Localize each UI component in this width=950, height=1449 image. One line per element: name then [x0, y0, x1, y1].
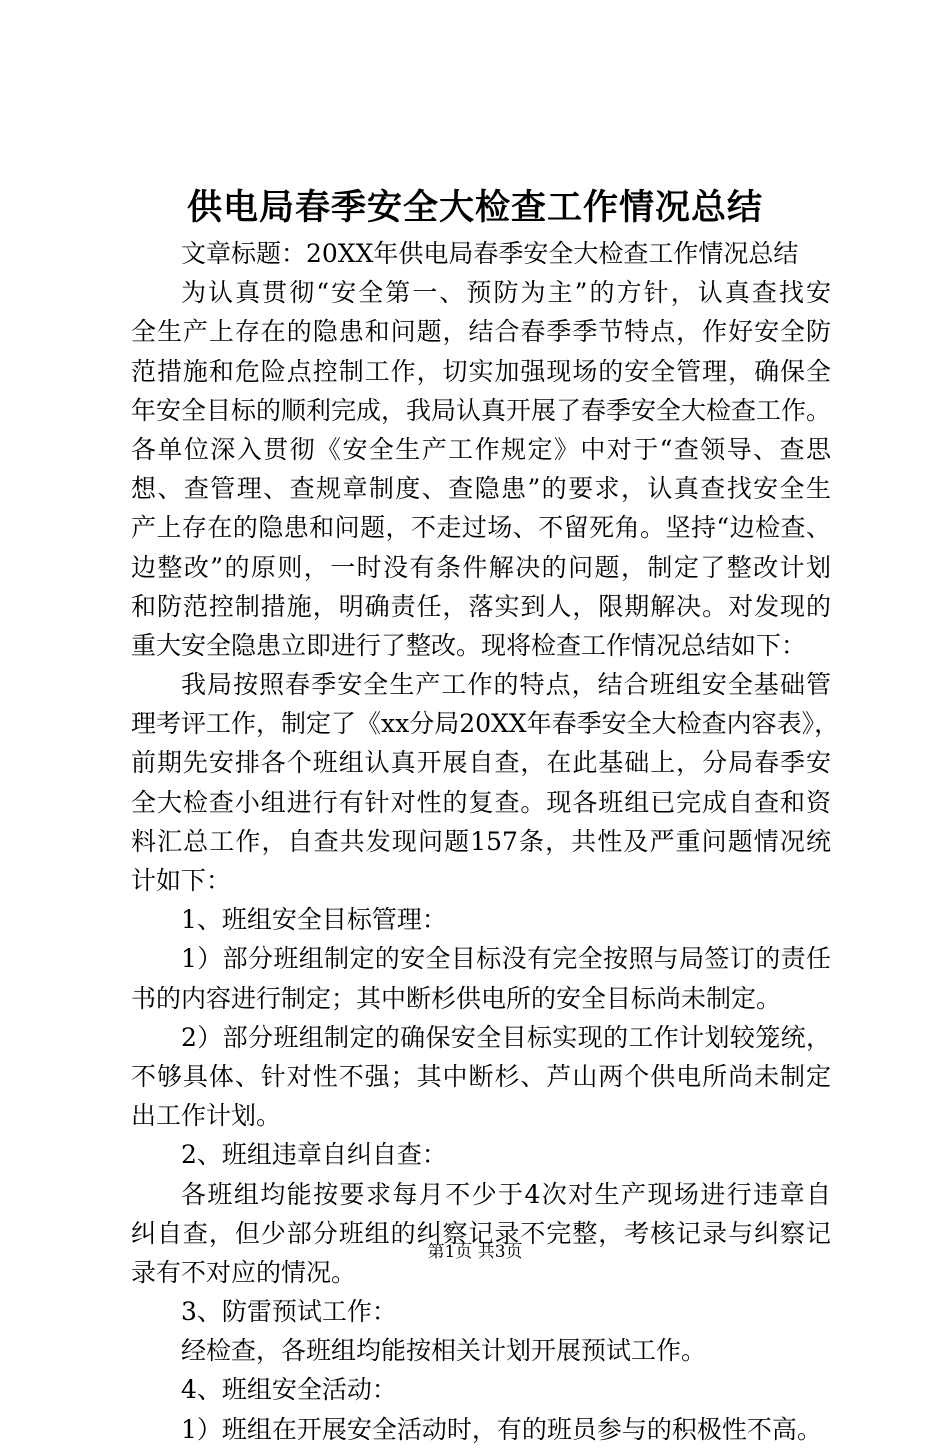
paragraph-line: 书的内容进行制定；其中断杉供电所的安全目标尚未制定。 — [131, 983, 782, 1013]
paragraph-line: 1）部分班组制定的安全目标没有完全按照与局签订的责任 — [181, 944, 831, 974]
paragraph-line: 全大检查小组进行有针对性的复查。现各班组已完成自查和资 — [131, 787, 831, 817]
paragraph-line: 2）部分班组制定的确保安全目标实现的工作计划较笼统， — [181, 1022, 831, 1052]
article-title-line: 文章标题：20XX年供电局春季安全大检查工作情况总结 — [181, 239, 799, 268]
section-heading: 3、防雷预试工作： — [181, 1297, 397, 1327]
paragraph-line: 全生产上存在的隐患和问题，结合春季季节特点，作好安全防 — [131, 317, 831, 347]
paragraph-line: 经检查，各班组均能按相关计划开展预试工作。 — [181, 1336, 707, 1366]
section-heading: 2、班组违章自纠自查： — [181, 1140, 447, 1170]
paragraph-line: 1）班组在开展安全活动时，有的班员参与的积极性不高。 — [181, 1414, 822, 1444]
paragraph-line: 边整改”的原则，一时没有条件解决的问题，制定了整改计划 — [131, 552, 831, 582]
paragraph-line: 料汇总工作，自查共发现问题157条，共性及严重问题情况统 — [131, 826, 831, 856]
paragraph-line: 出工作计划。 — [131, 1101, 282, 1131]
section-heading: 1、班组安全目标管理： — [181, 905, 447, 935]
paragraph-line: 各班组均能按要求每月不少于4次对生产现场进行违章自 — [181, 1179, 831, 1209]
paragraph-line: 不够具体、针对性不强；其中断杉、芦山两个供电所尚未制定 — [131, 1061, 831, 1091]
paragraph-line: 和防范控制措施，明确责任，落实到人，限期解决。对发现的 — [131, 591, 831, 621]
paragraph-line: 前期先安排各个班组认真开展自查，在此基础上，分局春季安 — [131, 748, 831, 778]
paragraph-line: 计如下： — [131, 866, 232, 895]
paragraph-line: 范措施和危险点控制工作，切实加强现场的安全管理，确保全 — [131, 356, 831, 386]
paragraph-line: 年安全目标的顺利完成，我局认真开展了春季安全大检查工作。 — [131, 395, 832, 425]
section-heading: 4、班组安全活动： — [181, 1375, 397, 1405]
paragraph-line: 各单位深入贯彻《安全生产工作规定》中对于“查领导、查思 — [131, 434, 831, 464]
paragraph-line: 录有不对应的情况。 — [131, 1257, 357, 1287]
paragraph-line: 我局按照春季安全生产工作的特点，结合班组安全基础管 — [181, 670, 831, 700]
page-number: 第1页 共3页 — [427, 1242, 523, 1262]
paragraph-line: 产上存在的隐患和问题，不走过场、不留死角。坚持“边检查、 — [131, 513, 831, 543]
paragraph-line: 想、查管理、查规章制度、查隐患”的要求，认真查找安全生 — [131, 474, 831, 504]
paragraph-line: 为认真贯彻“安全第一、预防为主”的方针，认真查找安 — [181, 278, 831, 308]
paragraph-line: 重大安全隐患立即进行了整改。现将检查工作情况总结如下： — [131, 630, 807, 660]
paragraph-line: 理考评工作，制定了《xx分局20XX年春季安全大检查内容表》， — [131, 709, 840, 739]
document-title: 供电局春季安全大检查工作情况总结 — [186, 187, 763, 228]
document-body — [131, 234, 840, 1449]
paragraph-line: 纠自查，但少部分班组的纠察记录不完整，考核记录与纠察记 — [131, 1218, 831, 1248]
